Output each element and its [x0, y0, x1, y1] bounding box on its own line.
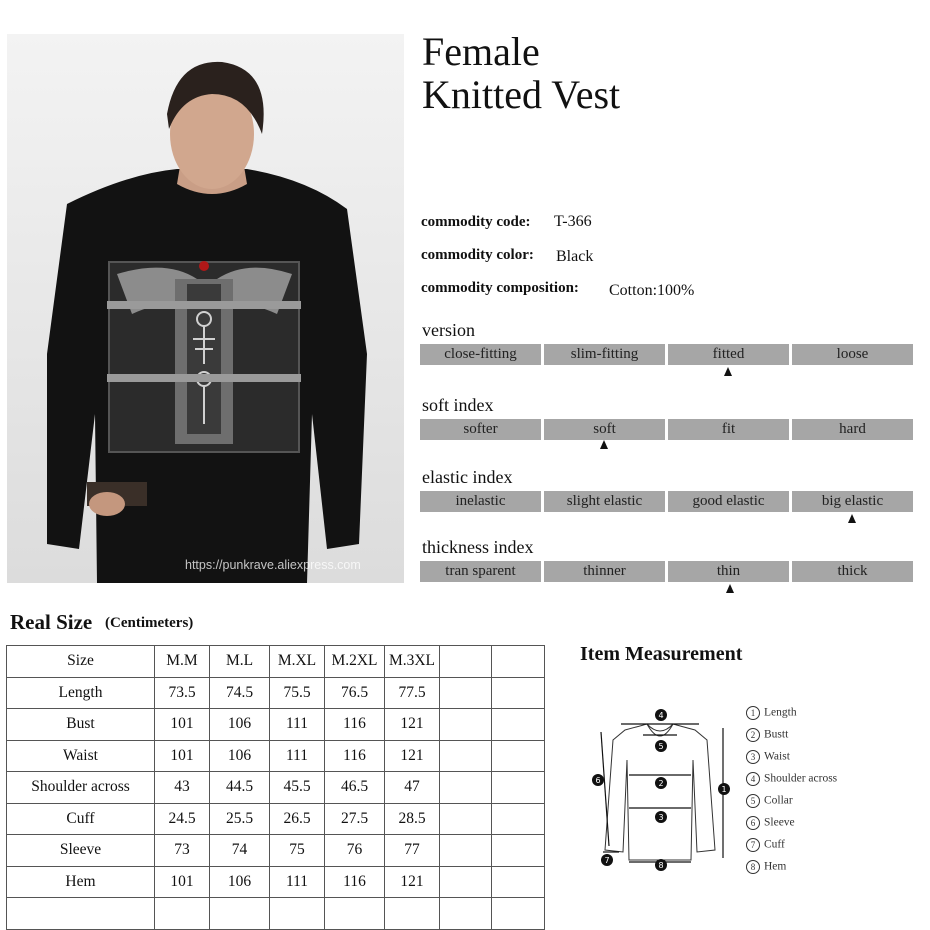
thickness-selected-marker [726, 584, 734, 593]
elastic-option-1: inelastic [420, 491, 541, 512]
size-value-cell [492, 803, 545, 835]
legend-item-bust: 2 Bustt [746, 728, 837, 750]
size-chart-unit: (Centimeters) [105, 615, 194, 631]
legend-item-collar: 5 Collar [746, 794, 837, 816]
measurement-diagram [585, 700, 735, 880]
soft-index-title: soft index [422, 395, 494, 415]
size-value-cell: 77.5 [385, 677, 440, 709]
title-line-2: Knitted Vest [422, 72, 621, 117]
soft-selected-marker [600, 440, 608, 449]
thickness-option-4: thick [792, 561, 913, 582]
size-value-cell: 46.5 [325, 772, 385, 804]
thickness-option-2: thinner [544, 561, 665, 582]
size-value-cell: 76 [325, 835, 385, 867]
size-value-cell [440, 677, 492, 709]
table-row [7, 772, 545, 804]
elastic-option-3: good elastic [668, 491, 789, 512]
size-value-cell: 106 [210, 709, 270, 741]
size-value-cell [492, 740, 545, 772]
size-value-cell: 75.5 [270, 677, 325, 709]
commodity-color-label: commodity color: [421, 247, 534, 263]
elastic-option-4: big elastic [792, 491, 913, 512]
thickness-index-bar [420, 561, 914, 582]
size-value-cell: 44.5 [210, 772, 270, 804]
legend-item-length: 1 Length [746, 706, 837, 728]
version-bar [420, 344, 914, 365]
size-value-cell: 101 [155, 866, 210, 898]
legend-item-cuff: 7 Cuff [746, 838, 837, 860]
size-value-cell: 75 [270, 835, 325, 867]
elastic-option-2: slight elastic [544, 491, 665, 512]
row-label-cell: Length [7, 677, 155, 709]
elastic-selected-marker [848, 514, 856, 523]
size-value-cell: 47 [385, 772, 440, 804]
row-label-cell [7, 898, 155, 930]
size-value-cell: 28.5 [385, 803, 440, 835]
size-value-cell: 25.5 [210, 803, 270, 835]
size-value-cell: 76.5 [325, 677, 385, 709]
version-option-4: loose [792, 344, 913, 365]
size-value-cell: 27.5 [325, 803, 385, 835]
thickness-option-3: thin [668, 561, 789, 582]
size-value-cell [440, 709, 492, 741]
row-label-cell: Bust [7, 709, 155, 741]
size-value-cell [385, 898, 440, 930]
thickness-option-1: tran sparent [420, 561, 541, 582]
size-value-cell: 106 [210, 740, 270, 772]
elastic-index-bar [420, 491, 914, 512]
photo-watermark: https://punkrave.aliexpress.com [185, 558, 361, 572]
legend-item-hem: 8 Hem [746, 860, 837, 882]
size-value-cell [492, 646, 545, 678]
size-value-cell: 101 [155, 709, 210, 741]
table-row [7, 709, 545, 741]
size-value-cell: 74.5 [210, 677, 270, 709]
size-value-cell: 121 [385, 740, 440, 772]
size-value-cell: M.3XL [385, 646, 440, 678]
row-label-cell: Waist [7, 740, 155, 772]
size-value-cell: M.XL [270, 646, 325, 678]
diagram-mark-1: 1 [721, 785, 727, 794]
diagram-mark-7: 7 [604, 856, 610, 865]
size-value-cell [440, 646, 492, 678]
size-value-cell: 111 [270, 709, 325, 741]
table-row [7, 803, 545, 835]
size-value-cell: 24.5 [155, 803, 210, 835]
soft-index-bar [420, 419, 914, 440]
diagram-mark-4: 4 [658, 711, 664, 720]
soft-option-4: hard [792, 419, 913, 440]
size-value-cell [492, 772, 545, 804]
soft-option-1: softer [420, 419, 541, 440]
item-measurement-title: Item Measurement [580, 643, 743, 665]
row-label-cell: Sleeve [7, 835, 155, 867]
soft-option-2: soft [544, 419, 665, 440]
table-row [7, 898, 545, 930]
size-value-cell: 101 [155, 740, 210, 772]
commodity-composition-label: commodity composition: [421, 280, 579, 296]
elastic-index-title: elastic index [422, 467, 513, 487]
size-value-cell [492, 835, 545, 867]
product-photo [7, 34, 404, 583]
legend-item-shoulder: 4 Shoulder across [746, 772, 837, 794]
diagram-mark-5: 5 [658, 742, 664, 751]
size-value-cell: 116 [325, 709, 385, 741]
size-value-cell [270, 898, 325, 930]
size-value-cell [440, 898, 492, 930]
product-title [422, 30, 620, 116]
size-value-cell: M.M [155, 646, 210, 678]
diagram-mark-6: 6 [595, 776, 601, 785]
size-table [6, 645, 545, 930]
thickness-index-title: thickness index [422, 537, 534, 557]
row-label-cell: Cuff [7, 803, 155, 835]
size-value-cell [325, 898, 385, 930]
row-label-cell: Hem [7, 866, 155, 898]
size-value-cell: 106 [210, 866, 270, 898]
table-header-row [7, 646, 545, 678]
commodity-composition-value: Cotton:100% [609, 282, 695, 299]
size-value-cell: 77 [385, 835, 440, 867]
legend-item-sleeve: 6 Sleeve [746, 816, 837, 838]
size-value-cell: 116 [325, 866, 385, 898]
size-value-cell [155, 898, 210, 930]
size-value-cell [492, 866, 545, 898]
size-value-cell [440, 866, 492, 898]
commodity-code-value: T-366 [554, 213, 592, 230]
size-value-cell [210, 898, 270, 930]
size-value-cell [492, 898, 545, 930]
size-value-cell [440, 835, 492, 867]
size-value-cell [440, 740, 492, 772]
table-row [7, 740, 545, 772]
version-option-3: fitted [668, 344, 789, 365]
legend-item-waist: 3 Waist [746, 750, 837, 772]
commodity-color-value: Black [556, 248, 594, 265]
size-value-cell: 26.5 [270, 803, 325, 835]
size-value-cell: 111 [270, 740, 325, 772]
size-value-cell [492, 709, 545, 741]
size-value-cell: 73.5 [155, 677, 210, 709]
table-row [7, 866, 545, 898]
table-row [7, 677, 545, 709]
size-value-cell: 43 [155, 772, 210, 804]
size-value-cell: M.2XL [325, 646, 385, 678]
title-line-1: Female [422, 29, 540, 74]
size-value-cell [440, 803, 492, 835]
size-value-cell: 121 [385, 866, 440, 898]
diagram-mark-2: 2 [658, 779, 664, 788]
size-value-cell: 45.5 [270, 772, 325, 804]
size-value-cell: 73 [155, 835, 210, 867]
soft-option-3: fit [668, 419, 789, 440]
size-value-cell [440, 772, 492, 804]
size-value-cell: M.L [210, 646, 270, 678]
size-value-cell: 111 [270, 866, 325, 898]
table-row [7, 835, 545, 867]
measurement-legend [746, 706, 837, 882]
version-option-2: slim-fitting [544, 344, 665, 365]
diagram-mark-3: 3 [658, 813, 664, 822]
row-label-cell: Size [7, 646, 155, 678]
version-title: version [422, 320, 475, 340]
size-chart-title: Real Size [10, 610, 93, 634]
commodity-code-label: commodity code: [421, 214, 531, 230]
row-label-cell: Shoulder across [7, 772, 155, 804]
version-selected-marker [724, 367, 732, 376]
size-value-cell: 116 [325, 740, 385, 772]
version-option-1: close-fitting [420, 344, 541, 365]
size-value-cell: 121 [385, 709, 440, 741]
diagram-mark-8: 8 [658, 861, 664, 870]
size-value-cell [492, 677, 545, 709]
size-value-cell: 74 [210, 835, 270, 867]
